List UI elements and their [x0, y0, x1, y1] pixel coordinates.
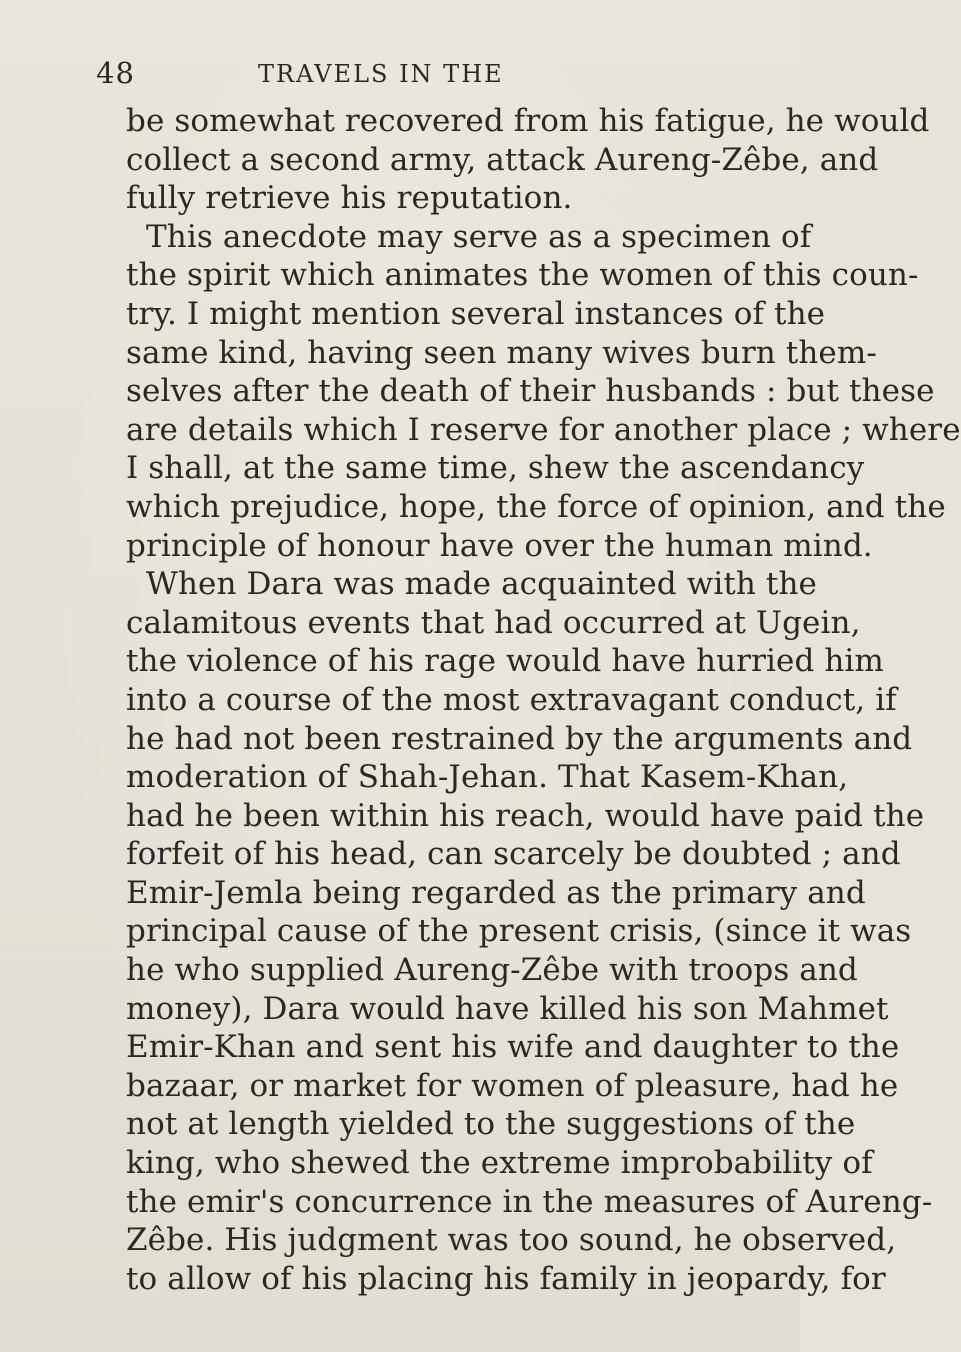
text-line: he had not been restrained by the arguments and	[126, 720, 913, 757]
running-title: TRAVELS IN THE	[258, 60, 504, 88]
text-line: bazaar, or market for women of pleasure, had he	[126, 1067, 899, 1104]
text-line: are details which I reserve for another place ; where	[126, 411, 961, 448]
text-line: I shall, at the same time, shew the ascendancy	[126, 450, 865, 487]
text-line: selves after the death of their husbands : but these	[126, 373, 935, 410]
text-line: the emir's concurrence in the measures of Aureng-	[126, 1183, 933, 1220]
text-line: Emir-Jemla being regarded as the primary and	[126, 874, 866, 911]
paragraph-start-line: When Dara was made acquainted with the	[146, 566, 817, 603]
text-line: calamitous events that had occurred at Ugein,	[126, 604, 861, 641]
text-line: be somewhat recovered from his fatigue, he would	[126, 103, 930, 139]
text-line: Zêbe. His judgment was too sound, he observed,	[126, 1222, 897, 1259]
text-line: the violence of his rage would have hurried him	[126, 643, 884, 680]
body-text	[126, 102, 961, 1298]
text-line: had he been within his reach, would have paid the	[126, 797, 925, 834]
text-line: same kind, having seen many wives burn them-	[126, 334, 877, 371]
text-line: king, who shewed the extreme improbability of	[126, 1145, 873, 1182]
text-line: into a course of the most extravagant conduct, if	[126, 681, 897, 718]
text-line: forfeit of his head, can scarcely be doubted ; and	[126, 836, 901, 873]
text-line: principal cause of the present crisis, (since it was	[126, 913, 912, 950]
text-line: Emir-Khan and sent his wife and daughter to the	[126, 1029, 900, 1066]
text-line: money), Dara would have killed his son Mahmet	[126, 990, 889, 1027]
text-line: try. I might mention several instances of the	[126, 295, 826, 332]
text-line: which prejudice, hope, the force of opinion, and the	[126, 488, 946, 525]
paragraph-start-line: This anecdote may serve as a specimen of	[146, 218, 812, 255]
text-line: not at length yielded to the suggestions of the	[126, 1106, 856, 1143]
text-line: he who supplied Aureng-Zêbe with troops and	[126, 952, 858, 989]
text-line: principle of honour have over the human mind.	[126, 527, 873, 564]
text-line: the spirit which animates the women of this coun-	[126, 257, 919, 294]
text-line: to allow of his placing his family in jeopardy, for	[126, 1260, 886, 1297]
text-line: collect a second army, attack Aureng-Zêbe, and	[126, 141, 879, 178]
text-line: fully retrieve his reputation.	[126, 180, 573, 217]
running-head	[0, 50, 800, 90]
page-number: 48	[96, 56, 135, 90]
text-line: moderation of Shah-Jehan. That Kasem-Khan,	[126, 759, 849, 796]
